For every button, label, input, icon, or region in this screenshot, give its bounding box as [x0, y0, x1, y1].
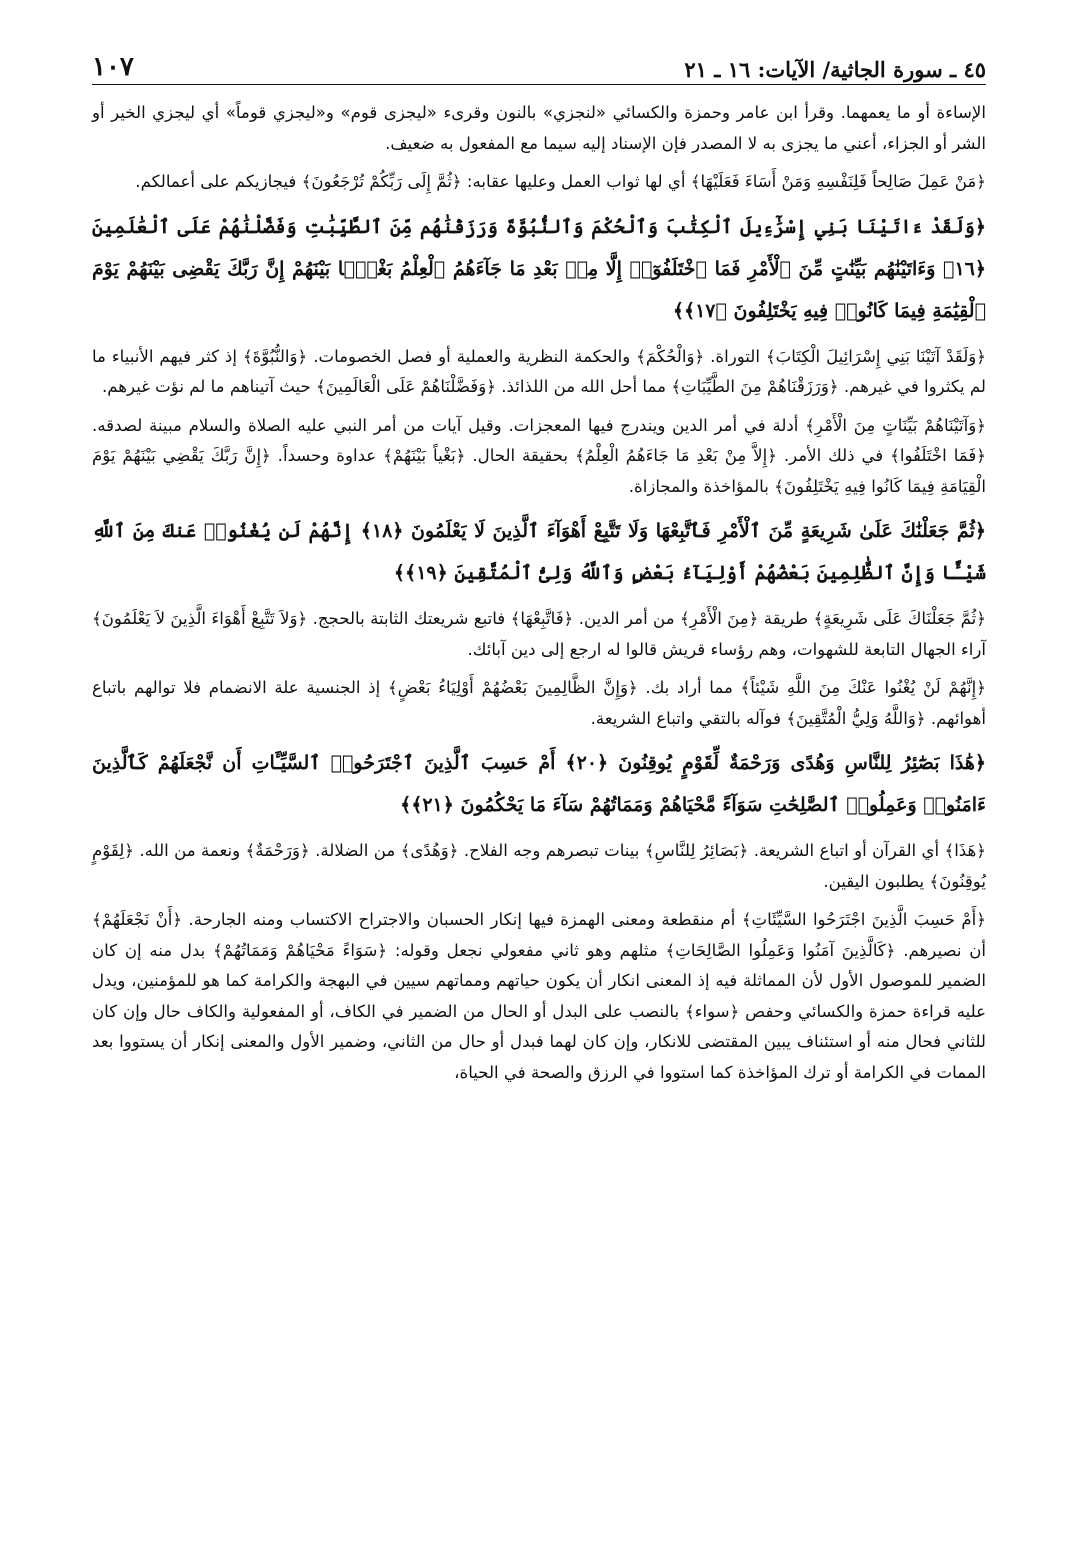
quran-verse-block: ﴿هَٰذَا بَصَٰٓئِرُ لِلنَّاسِ وَهُدًى وَرَحْمَةٌ لِّقَوْمٍ يُوقِنُونَ ﴿٢٠﴾ أَمْ حَسِبَ ٱلَّذِينَ ٱجْتَرَحُوا۟ ٱلسَّيِّـَٔاتِ أَن نَّجْعَلَهُمْ كَٱلَّذِينَ ءَامَنُوا۟ وَعَمِلُوا۟ ٱلصَّٰلِحَٰتِ سَوَآءً مَّحْيَاهُمْ وَمَمَاتُهُمْ سَآءَ مَا يَحْكُمُونَ ﴿٢١﴾﴾ [92, 752, 987, 816]
page-number: ١٠٧ [92, 52, 134, 82]
commentary-paragraph: ﴿ثُمَّ جَعَلْنَاكَ عَلَى شَرِيعَةٍ﴾ طريقة ﴿مِنَ الْأَمْرِ﴾ من أمر الدين. ﴿فَاتَّبِعْهَا﴾ فاتبع شريعتك الثابتة بالحجج. ﴿وَلاَ تَتَّبِعْ أَهْوَاءَ الَّذِينَ لاَ يَعْلَمُونَ﴾ آراء الجهال التابعة للشهوات، وهم رؤساء قريش قالوا له ارجع إلى دين آبائك. [92, 609, 986, 659]
page-body [92, 98, 986, 1539]
commentary-paragraph: ﴿مَنْ عَمِلَ صَالِحاً فَلِنَفْسِهِ وَمَنْ أَسَاءَ فَعَلَيْهَا﴾ أي لها ثواب العمل وعليها عقابه: ﴿ثُمَّ إِلَى رَبِّكُمْ تُرْجَعُونَ﴾ فيجازيكم على أعمالكم. [135, 172, 986, 191]
commentary-paragraph: ﴿إِنَّهُمْ لَنْ يُغْنُوا عَنْكَ مِنَ اللَّهِ شَيْئاً﴾ مما أراد بك. ﴿وَإِنَّ الظَّالِمِينَ بَعْضُهُمْ أَوْلِيَاءُ بَعْضٍ﴾ إذ الجنسية علة الانضمام فلا توالهم باتباع أهوائهم. ﴿وَاللَّهُ وَلِيُّ الْمُتَّقِينَ﴾ فوآله بالتقي واتباع الشريعة. [92, 678, 986, 728]
commentary-paragraph: ﴿وَلَقَدْ آتَيْنَا بَنِي إِسْرَائِيلَ الْكِتَابَ﴾ التوراة. ﴿وَالْحُكْمَ﴾ والحكمة النظرية والعملية أو فصل الخصومات. ﴿وَالنُّبُوَّةَ﴾ إذ كثر فيهم الأنبياء ما لم يكثروا في غيرهم. ﴿وَرَزَقْنَاهُمْ مِنَ الطَّيِّبَاتِ﴾ مما أحل الله من اللذائذ. ﴿وَفَضَّلْنَاهُمْ عَلَى الْعَالَمِينَ﴾ حيث آتيناهم ما لم نؤت غيرهم. [92, 346, 986, 396]
quran-verse-block: ﴿ثُمَّ جَعَلْنَٰكَ عَلَىٰ شَرِيعَةٍ مِّنَ ٱلْأَمْرِ فَٱتَّبِعْهَا وَلَا تَتَّبِعْ أَهْوَآءَ ٱلَّذِينَ لَا يَعْلَمُونَ ﴿١٨﴾ إِنَّهُمْ لَن يُغْنُوا۟ عَنكَ مِنَ ٱللَّهِ شَيْـًٔا وَإِنَّ ٱلظَّٰلِمِينَ بَعْضُهُمْ أَوْلِيَآءُ بَعْضٍ وَٱللَّهُ وَلِىُّ ٱلْمُتَّقِينَ ﴿١٩﴾﴾ [92, 520, 986, 584]
page-header [92, 42, 986, 82]
header-divider [92, 84, 986, 85]
quran-verse-block: ﴿وَلَقَدْ ءَاتَيْنَا بَنِي إِسْرَٰٓءِيلَ ٱلْكِتَٰبَ وَٱلْحُكْمَ وَٱلنُّبُوَّةَ وَرَزَقْنَٰهُم مِّنَ ٱلطَّيِّبَٰتِ وَفَضَّلْنَٰهُمْ عَلَى ٱلْعَٰلَمِينَ ﴿١٦﴾ وَءَاتَيْنَٰهُم بَيِّنَٰتٍ مِّنَ ٱلْأَمْرِ فَمَا ٱخْتَلَفُوٓا۟ إِلَّا مِنۢ بَعْدِ مَا جَآءَهُمُ ٱلْعِلْمُ بَغْيًۢا بَيْنَهُمْ إِنَّ رَبَّكَ يَقْضِى بَيْنَهُمْ يَوْمَ ٱلْقِيَٰمَةِ فِيمَا كَانُوا۟ فِيهِ يَخْتَلِفُونَ ﴿١٧﴾﴾ [92, 215, 986, 322]
commentary-paragraph: الإساءة أو ما يعمهما. وقرأ ابن عامر وحمزة والكسائي «لنجزي» بالنون وقرىء «ليجزى قوم» و«ليجزي قوماً» أي ليجزي الخير أو الشر أو الجزاء، أعني ما يجزى به لا المصدر فإن الإسناد إليه سيما مع المفعول به ضعيف. [92, 103, 986, 153]
surah-verses-title: ٤٥ ـ سورة الجاثية/ الآيات: ١٦ ـ ٢١ [684, 57, 986, 82]
commentary-paragraph: ﴿أَمْ حَسِبَ الَّذِينَ اجْتَرَحُوا السَّيِّئَاتِ﴾ أم منقطعة ومعنى الهمزة فيها إنكار الحسبان والاجتراح الاكتساب ومنه الجارحة. ﴿أَنْ نَجْعَلَهُمْ﴾ أن نصيرهم. ﴿كَالَّذِينَ آمَنُوا وَعَمِلُوا الصَّالِحَاتِ﴾ مثلهم وهو ثاني مفعولي نجعل وقوله: ﴿سَوَاءً مَحْيَاهُمْ وَمَمَاتُهُمْ﴾ بدل منه إن كان الضمير للموصول الأول لأن المماثلة فيه إذ المعنى انكار أن يكون حياتهم ومماتهم سيين في البهجة والكرامة كما هو للمؤمنين، ويدل عليه قراءة حمزة والكسائي وحفص ﴿سواء﴾ بالنصب على البدل أو الحال من الضمير في الكاف، أو المفعولية والكاف حال وإن كان للثاني فحال منه أو استئناف يبين المقتضى للانكار، وإن كان لهما فبدل أو حال من الثاني، وضمير الأول والمعنى إنكار أن يستووا بعد الممات في الكرامة أو ترك المؤاخذة كما استووا في الرزق والصحة في الحياة، [92, 910, 986, 1082]
commentary-paragraph: ﴿هَذَا﴾ أي القرآن أو اتباع الشريعة. ﴿بَصَائِرُ لِلنَّاسِ﴾ بينات تبصرهم وجه الفلاح. ﴿وَهُدًى﴾ من الضلالة. ﴿وَرَحْمَةٌ﴾ ونعمة من الله. ﴿لِقَوْمٍ يُوقِنُونَ﴾ يطلبون اليقين. [92, 841, 986, 891]
commentary-paragraph: ﴿وَآتَيْنَاهُمْ بَيِّنَاتٍ مِنَ الْأَمْرِ﴾ أدلة في أمر الدين ويندرج فيها المعجزات. وقيل آيات من أمر النبي عليه الصلاة والسلام مبينة لصدقه. ﴿فَمَا اخْتَلَفُوا﴾ في ذلك الأمر. ﴿إِلاَّ مِنْ بَعْدِ مَا جَاءَهُمُ الْعِلْمُ﴾ بحقيقة الحال. ﴿بَغْياً بَيْنَهُمْ﴾ عداوة وحسداً. ﴿إِنَّ رَبَّكَ يَقْضِي بَيْنَهُمْ يَوْمَ الْقِيَامَةِ فِيمَا كَانُوا فِيهِ يَخْتَلِفُونَ﴾ بالمؤاخذة والمجازاة. [92, 415, 986, 496]
